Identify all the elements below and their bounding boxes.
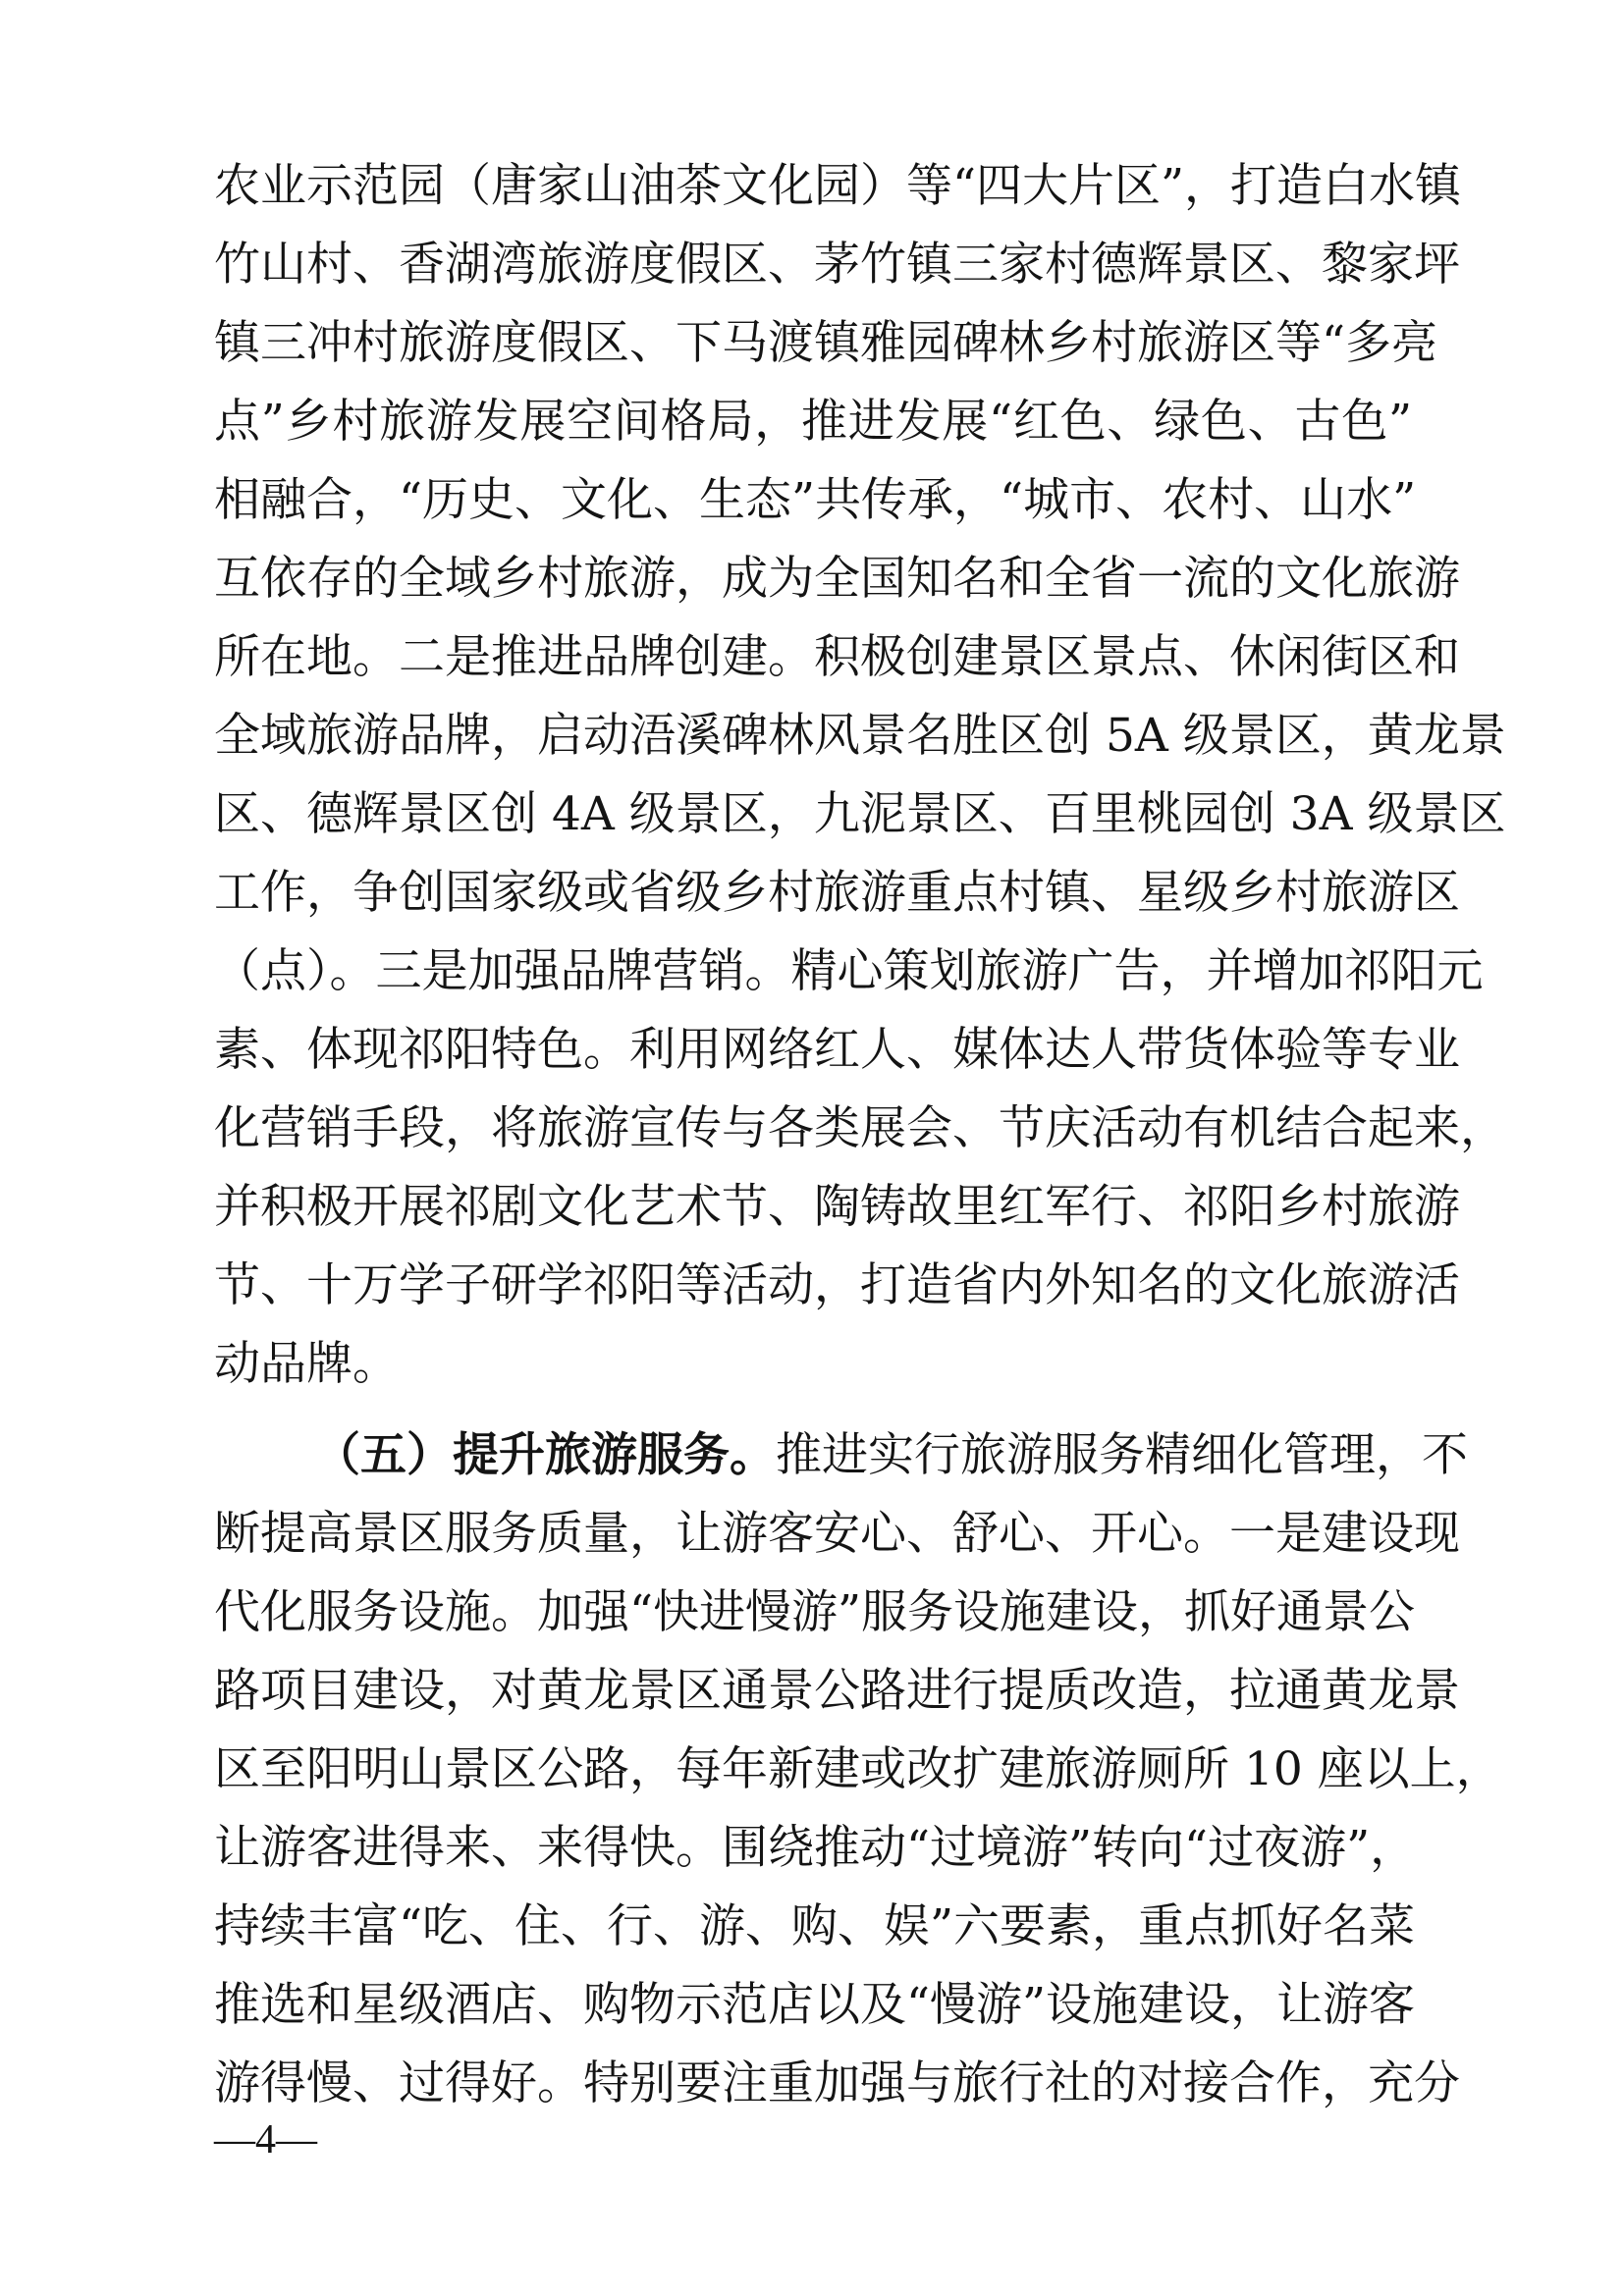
paragraph-2-line-5: 区至阳明山景区公路，每年新建或改扩建旅游厕所 10 座以上，	[214, 1742, 1502, 1796]
paragraph-1-line-15: 节、十万学子研学祁阳等活动，打造省内外知名的文化旅游活	[214, 1258, 1460, 1312]
paragraph-2-line-3: 代化服务设施。加强“快进慢游”服务设施建设，抓好通景公	[214, 1585, 1416, 1639]
paragraph-1-line-9: 区、德辉景区创 4A 级景区，九泥景区、百里桃园创 3A 级景区	[214, 787, 1506, 841]
paragraph-1-line-1: 农业示范园（唐家山油茶文化园）等“四大片区”，打造白水镇	[214, 159, 1462, 213]
paragraph-1-line-2: 竹山村、香湖湾旅游度假区、茅竹镇三家村德辉景区、黎家坪	[214, 238, 1460, 292]
paragraph-1-line-11: （点）。三是加强品牌营销。精心策划旅游广告，并增加祁阳元	[214, 944, 1484, 998]
paragraph-1-line-13: 化营销手段，将旅游宣传与各类展会、节庆活动有机结合起来，	[214, 1101, 1506, 1155]
paragraph-2-line-4: 路项目建设，对黄龙景区通景公路进行提质改造，拉通黄龙景	[214, 1664, 1460, 1718]
page-number: —4—	[214, 2117, 317, 2163]
paragraph-1-line-12: 素、体现祁阳特色。利用网络红人、媒体达人带货体验等专业	[214, 1023, 1460, 1077]
paragraph-2-line-6: 让游客进得来、来得快。围绕推动“过境游”转向“过夜游”，	[214, 1821, 1417, 1875]
paragraph-1-line-10: 工作，争创国家级或省级乡村旅游重点村镇、星级乡村旅游区	[214, 866, 1460, 920]
paragraph-1-line-6: 互依存的全域乡村旅游，成为全国知名和全省一流的文化旅游	[214, 552, 1460, 606]
paragraph-1-line-5: 相融合，“历史、文化、生态”共传承，“城市、农村、山水”	[214, 473, 1417, 527]
section-heading: （五）提升旅游服务。	[314, 1428, 776, 1482]
paragraph-1-line-8: 全域旅游品牌，启动浯溪碑林风景名胜区创 5A 级景区，黄龙景	[214, 709, 1506, 763]
paragraph-2-line-8: 推选和星级酒店、购物示范店以及“慢游”设施建设，让游客	[214, 1978, 1416, 2032]
paragraph-1-line-16: 动品牌。	[214, 1337, 399, 1391]
paragraph-2-line-1	[314, 1416, 1468, 1495]
paragraph-2-line-9: 游得慢、过得好。特别要注重加强与旅行社的对接合作，充分	[214, 2056, 1460, 2110]
paragraph-2-line-7: 持续丰富“吃、住、行、游、购、娱”六要素，重点抓好名菜	[214, 1899, 1416, 1953]
paragraph-2-line-1-text: 推进实行旅游服务精细化管理，不	[776, 1428, 1468, 1482]
paragraph-2-line-2: 断提高景区服务质量，让游客安心、舒心、开心。一是建设现	[214, 1507, 1460, 1561]
paragraph-1-line-14: 并积极开展祁剧文化艺术节、陶铸故里红军行、祁阳乡村旅游	[214, 1180, 1460, 1234]
paragraph-1-line-4: 点”乡村旅游发展空间格局，推进发展“红色、绿色、古色”	[214, 395, 1412, 449]
paragraph-1-line-3: 镇三冲村旅游度假区、下马渡镇雅园碑林乡村旅游区等“多亮	[214, 316, 1438, 370]
paragraph-1-line-7: 所在地。二是推进品牌创建。积极创建景区景点、休闲街区和	[214, 630, 1460, 684]
